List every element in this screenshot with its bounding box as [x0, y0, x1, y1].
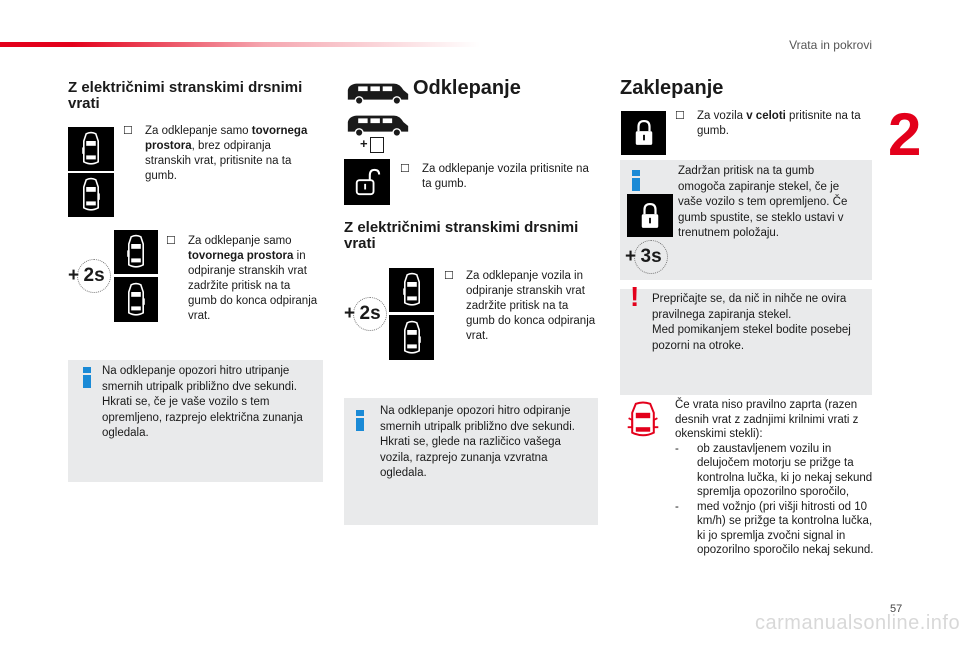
checkbox-bullet-icon: ☐: [675, 110, 685, 122]
unlock-button-tile: [344, 159, 390, 205]
car-side-door-icon: [79, 177, 103, 213]
plus-door-icon: +: [360, 136, 384, 153]
door-open-button-tile-4: [389, 315, 434, 360]
info-icon: [356, 410, 364, 431]
col2-bullet-2: ☐ Za odklepanje vozila in odpiranje stranskih vrat zadržite pritisk na ta gumb do konca odpiranja vrat.: [444, 270, 596, 342]
car-rear-door-icon: [400, 272, 424, 308]
closed-lock-icon: [633, 119, 655, 147]
car-side-door-icon: [124, 282, 148, 318]
info-icon: [632, 170, 640, 191]
col3-door-text: Če vrata niso pravilno zaprta (razen desnih vrat z zadnjimi krilnimi vrati z okenskimi stekli): - ob zaustavljenem vozilu in delujočem motorju se prižge ta kontrolna lučka, ki jo nekaj sekund spremlja opozorilno sporočilo, - med vožnjo (pri višji hitrosti od 10 km/h) se prižge ta kontrolna lučka, ki jo spremlja zvočni signal in opozorilno sporočilo nekaj sekund.: [675, 399, 874, 556]
rear-door-left-button-tile: [68, 127, 114, 171]
col2-title: Odklepanje: [413, 77, 521, 99]
col1-bullet-2: ☐ Za odklepanje samo tovornega prostora in odpiranje stranskih vrat zadržite pritisk na ta gumb do konca odpiranja vrat.: [166, 235, 318, 322]
info-icon: [83, 367, 91, 388]
col3-info-note: Zadržan pritisk na ta gumb omogoča zapiranje stekel, če je vaše vozilo s tem opremljeno. Če gumb spustite, se steklo ustavi v trenutnem položaju.: [620, 160, 872, 280]
rear-door-right-button-tile: [68, 173, 114, 217]
chapter-title: Vrata in pokrovi: [789, 38, 872, 52]
car-rear-door-icon: [79, 131, 103, 167]
watermark: carmanualsonline.info: [755, 612, 960, 634]
checkbox-bullet-icon: ☐: [400, 163, 410, 175]
hold-3s-icon: + 3s: [625, 240, 668, 274]
lock-button-tile: [621, 111, 666, 155]
col1-info-note: Na odklepanje opozori hitro utripanje smernih utripalk približno dve sekundi. Hkrati se, če je vaše vozilo s tem opremljeno, razprejo električna zunanja ogledala.: [68, 360, 323, 482]
checkbox-bullet-icon: ☐: [166, 235, 176, 247]
page-number: 57: [890, 603, 903, 615]
door-open-button-tile-1: [114, 230, 158, 274]
header-accent-bar: [0, 42, 480, 47]
chapter-number: 2: [888, 101, 922, 168]
door-open-button-tile-3: [389, 268, 434, 312]
col1-bullet-1: ☐ Za odklepanje samo tovornega prostora, brez odpiranja stranskih vrat, pritisnite na ta gumb.: [123, 125, 308, 182]
car-rear-door-icon: [124, 234, 148, 270]
van-icon-small: [345, 112, 411, 138]
col2-subtitle: Z električnimi stranskimi drsnimi vrati: [344, 219, 579, 252]
col3-bullet-1: ☐ Za vozila v celoti pritisnite na ta gumb.: [675, 110, 861, 137]
col2-bullet-1: ☐ Za odklepanje vozila pritisnite na ta gumb.: [400, 163, 589, 190]
checkbox-bullet-icon: ☐: [123, 125, 133, 137]
car-side-door-icon: [400, 320, 424, 356]
door-open-button-tile-2: [114, 277, 158, 322]
lock-hold-button-tile: [627, 194, 673, 237]
closed-lock-icon: [639, 202, 661, 230]
col1-title: Z električnimi stranskimi drsnimi vrati: [68, 79, 303, 112]
hold-2s-icon: + 2s: [344, 297, 387, 331]
open-lock-icon: [353, 168, 381, 196]
van-icon: [345, 80, 411, 106]
door-open-warning-icon: [625, 400, 661, 440]
col3-warning-note: ! Prepričajte se, da nič in nihče ne ovira pravilnega zapiranja stekel. Med pomikanjem stekel bodite posebej pozorni na otroke.: [620, 289, 872, 395]
checkbox-bullet-icon: ☐: [444, 270, 454, 282]
col2-info-note: Na odklepanje opozori hitro odpiranje smernih utripalk približno dve sekundi. Hkrati se, glede na različico vašega vozila, razprejo zunanja vzvratna ogledala.: [344, 398, 598, 525]
col3-title: Zaklepanje: [620, 77, 724, 99]
warning-icon: !: [630, 281, 640, 312]
hold-2s-icon: + 2s: [68, 259, 111, 293]
